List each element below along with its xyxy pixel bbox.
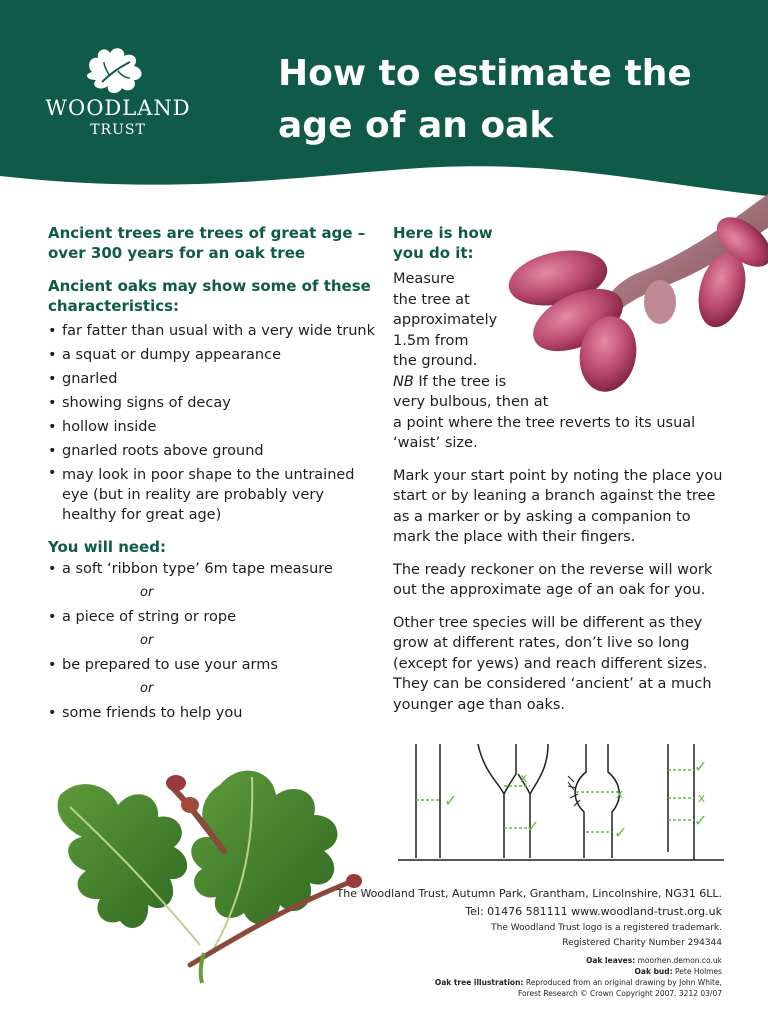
credit-illustration bbox=[435, 977, 722, 988]
list-item: • gnarled roots above ground bbox=[48, 439, 383, 463]
nb-line: If the tree is bbox=[413, 373, 507, 390]
oak-leaf-logo-icon bbox=[82, 44, 152, 96]
footer-contact bbox=[337, 885, 723, 951]
title-line-1: How to estimate the bbox=[278, 53, 692, 94]
credit-value: Pete Holmes bbox=[672, 967, 722, 976]
oak-bud-photo bbox=[500, 182, 768, 402]
nb-line: ‘waist’ size. bbox=[393, 435, 478, 451]
list-item: • a piece of string or rope bbox=[48, 605, 383, 629]
nb-line: a point where the tree reverts to its usual bbox=[393, 414, 696, 431]
oak-leaves-photo bbox=[40, 755, 370, 985]
mark-start-paragraph: Mark your start point by noting the place you start or by leaning a branch against the tree as a marker or by asking a companion to mark the place with their fingers. bbox=[393, 467, 723, 545]
copyright-text: Forest Research © Crown Copyright 2007. bbox=[517, 989, 677, 998]
cross-icon: x bbox=[520, 771, 528, 785]
page-title bbox=[278, 48, 748, 152]
reckoner-paragraph: The ready reckoner on the reverse will work out the approximate age of an oak for you. bbox=[393, 561, 713, 598]
list-item: • be prepared to use your arms bbox=[48, 653, 383, 677]
footer-trademark: The Woodland Trust logo is a registered trademark. bbox=[491, 923, 722, 933]
tree-straight bbox=[416, 744, 457, 858]
footer-charity-number: Registered Charity Number 294344 bbox=[562, 938, 722, 948]
credit-label: Oak bud: bbox=[634, 967, 673, 976]
nb-line: very bulbous, then at bbox=[393, 394, 549, 410]
header-band bbox=[0, 0, 768, 200]
measure-line: the ground. bbox=[393, 353, 478, 369]
tree-forked bbox=[478, 744, 548, 858]
credit-copyright bbox=[435, 988, 722, 999]
logo-subtitle: TRUST bbox=[90, 122, 146, 138]
list-item: • far fatter than usual with a very wide trunk bbox=[48, 319, 383, 343]
characteristics-heading bbox=[48, 276, 383, 316]
measure-line: the tree at bbox=[393, 291, 470, 308]
list-item: • a soft ‘ribbon type’ 6m tape measure bbox=[48, 557, 383, 581]
characteristics-heading-line-2: characteristics: bbox=[48, 297, 180, 315]
or-separator: or bbox=[140, 585, 154, 600]
list-item-line-2: eye (but in reality are probably very bbox=[62, 487, 324, 503]
logo-wordmark bbox=[0, 96, 236, 138]
footer-address: The Woodland Trust, Autumn Park, Grantham, Lincolnshire, NG31 6LL. bbox=[336, 887, 722, 900]
footer-contact-line: Tel: 01476 581111 www.woodland-trust.org.uk bbox=[465, 905, 722, 918]
you-will-need-heading: You will need: bbox=[48, 538, 166, 556]
list-item: • gnarled bbox=[48, 367, 383, 391]
credit-value: moorhen.demon.co.uk bbox=[635, 956, 722, 965]
list-item: • some friends to help you bbox=[48, 701, 383, 725]
cross-icon: x bbox=[698, 791, 706, 805]
measure-line: 1.5m from bbox=[393, 332, 469, 349]
cross-icon: x bbox=[616, 787, 624, 801]
tree-bulbous bbox=[568, 744, 627, 858]
photo-credits bbox=[435, 955, 722, 999]
credit-label: Oak tree illustration: bbox=[434, 978, 524, 987]
credit-oak-leaves bbox=[435, 955, 722, 966]
tick-icon: ✓ bbox=[526, 817, 540, 836]
tick-icon: ✓ bbox=[694, 811, 708, 830]
nb-label: NB bbox=[393, 373, 414, 390]
intro-heading-line-2: over 300 years for an oak tree bbox=[48, 244, 306, 262]
list-item-line-1: may look in poor shape to the untrained bbox=[62, 467, 355, 483]
other-species-paragraph: Other tree species will be different as they grow at different rates, don’t live so long (except for yews) and reach different sizes. They can be considered ‘ancient’ at a much younger age than oaks. bbox=[393, 614, 712, 713]
credit-value: Reproduced from an original drawing by John White, bbox=[523, 978, 722, 987]
credit-label: Oak leaves: bbox=[586, 956, 636, 965]
title-line-2: age of an oak bbox=[278, 105, 554, 146]
list-item: • a squat or dumpy appearance bbox=[48, 343, 383, 367]
how-to-heading-line-1: Here is how bbox=[393, 224, 493, 242]
tree-on-slope bbox=[668, 744, 707, 860]
credit-oak-bud bbox=[435, 966, 722, 977]
characteristics-list bbox=[48, 319, 383, 527]
tick-icon: ✓ bbox=[694, 757, 708, 776]
or-separator: or bbox=[140, 681, 154, 696]
left-column bbox=[48, 223, 383, 725]
list-item bbox=[48, 463, 383, 527]
characteristics-heading-line-1: Ancient oaks may show some of these bbox=[48, 277, 371, 295]
tick-icon: ✓ bbox=[614, 823, 628, 842]
logo-name: WOODLAND bbox=[45, 96, 191, 120]
list-item: • hollow inside bbox=[48, 415, 383, 439]
or-separator: or bbox=[140, 633, 154, 648]
needs-list bbox=[48, 557, 383, 725]
measure-line: approximately bbox=[393, 312, 498, 328]
list-item-line-3: healthy for great age) bbox=[62, 507, 222, 523]
print-code: 3212 03/07 bbox=[676, 989, 722, 998]
how-to-heading-line-2: you do it: bbox=[393, 244, 474, 262]
measure-line: Measure bbox=[393, 271, 455, 287]
tree-measurement-diagram bbox=[398, 742, 724, 864]
intro-heading bbox=[48, 223, 383, 263]
intro-heading-line-1: Ancient trees are trees of great age – bbox=[48, 224, 366, 242]
tick-icon: ✓ bbox=[444, 791, 458, 810]
list-item: • showing signs of decay bbox=[48, 391, 383, 415]
